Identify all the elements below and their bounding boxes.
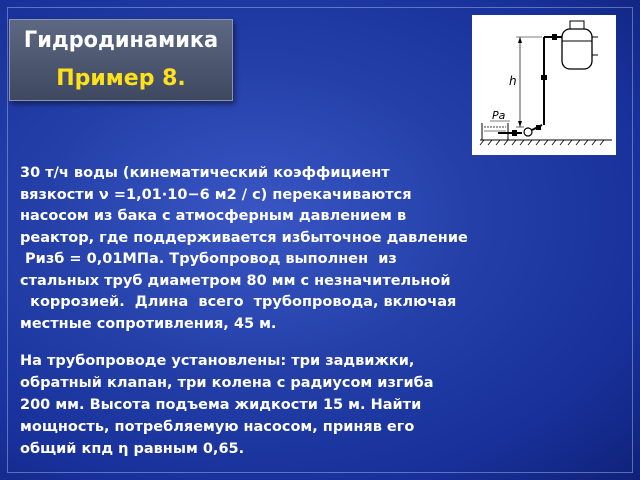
text-line: насосом из бака с атмосферным давлением в bbox=[20, 208, 407, 224]
text-line: 30 т/ч воды (кинематический коэффициент bbox=[20, 165, 390, 181]
height-label: h bbox=[509, 74, 517, 88]
text-line: вязкости ν =1,01·10−6 м2 / с) перекачиваются bbox=[20, 186, 412, 203]
problem-paragraph-2 bbox=[20, 350, 615, 460]
slide-title: Гидродинамика bbox=[23, 28, 219, 53]
text-line: стальных труб диаметром 80 мм с незначительной bbox=[20, 272, 451, 289]
problem-paragraph-1 bbox=[20, 163, 615, 335]
pump-scheme-diagram bbox=[472, 15, 616, 155]
example-number: Пример 8. bbox=[56, 66, 186, 91]
text-line: мощность, потребляемую насосом, приняв его bbox=[20, 419, 415, 435]
text-line: На трубопроводе установлены: три задвижки, bbox=[20, 353, 415, 369]
text-line: реактор, где поддерживается избыточное давление bbox=[20, 229, 468, 246]
title-box bbox=[9, 19, 233, 101]
text-line: обратный клапан, три колена с радиусом изгиба bbox=[20, 375, 434, 391]
text-line: 200 мм. Высота подъема жидкости 15 м. Найти bbox=[20, 397, 422, 413]
text-line: Ризб = 0,01МПа. Трубопровод выполнен из bbox=[20, 251, 397, 267]
pump-scheme-figure bbox=[472, 15, 616, 155]
pressure-label: Pa bbox=[492, 109, 506, 122]
text-line: местные сопротивления, 45 м. bbox=[20, 315, 277, 332]
text-line: коррозией. Длина всего трубопровода, включая bbox=[20, 294, 457, 310]
text-line: общий кпд η равным 0,65. bbox=[20, 441, 245, 457]
